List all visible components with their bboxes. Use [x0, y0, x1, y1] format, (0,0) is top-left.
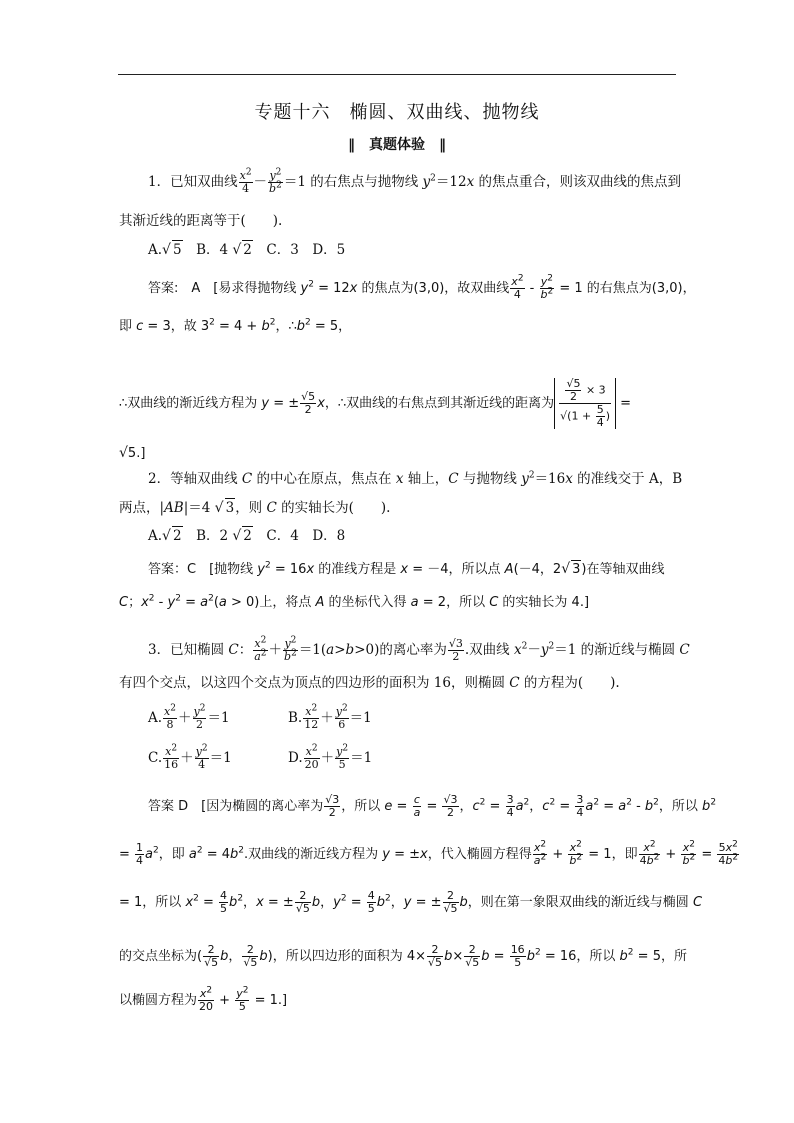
q3-answer-2: = $\frac{1}{4}$ $a^2$，即 $a^2 = 4b^2$.双曲线的渐近线方程为 y = ±x，代入椭圆方程得 $\frac{x^2}{a^2}$ + $\frac{x^2}{b^2}$ = 1，即 $\frac{x^2}{4b^2}$ + $\frac{x^2}{b^2}$ = $\frac{5x^2}{4b^2}$: [119, 839, 739, 867]
q1-answer-3: ∴双曲线的渐近线方程为 y = ± $\frac{√5}{2}$ x，∴双曲线的右焦点到其渐近线的距离为 $\frac{√5}{2}$ × 3 √(1 + $\frac{5}{4}$ ) =: [119, 377, 632, 429]
q2-answer-2: C；$x^2 - y^2 = a^2(a > 0)$上，将点 A 的坐标代入得 a = 2，所以 C 的实轴长为 4.]: [119, 593, 590, 610]
q1-line-2: 其渐近线的距离等于( ).: [119, 213, 283, 229]
q3-line-1: 3．已知椭圆 C： $\frac{x^2}{a^2}$ ＋ $\frac{y^2}{b^2}$ ＝1(a>b>0)的离心率为 $\frac{√3}{2}$ .双曲线 $x^2-y^2=1$ 的渐近线与椭圆 C: [148, 635, 690, 663]
page-title: 专题十六 椭圆、双曲线、抛物线: [254, 102, 540, 123]
q3-answer-4: 的交点坐标为( $\frac{2}{√5}$ b， $\frac{2}{√5}$ b)，所以四边形的面积为 4× $\frac{2}{√5}$ b× $\frac{2}{√5}$ b = $\frac{16}{5}$ $b^2 = 16$，所以 $b^2 = 5$，所: [119, 943, 687, 969]
q3-answer-5: 以椭圆方程为 $\frac{x^2}{20}$ + $\frac{y^2}{5}$ = 1.]: [119, 985, 288, 1013]
q1-answer-1: 答案: A [易求得抛物线 $y^2 = 12x$ 的焦点为(3,0)，故双曲线 $\frac{x^2}{4}$ - $\frac{y^2}{b^2}$ = 1 的右焦点为(3,0)，: [148, 273, 696, 301]
q3-choice-a: A. $\frac{x^2}{8}$ ＋ $\frac{y^2}{2}$ ＝1: [148, 703, 230, 731]
header-rule: [118, 74, 676, 75]
section-label: 真题体验: [369, 137, 425, 153]
q1-answer-4: √5.]: [119, 445, 146, 461]
q1-choices: A.√ 5 B．4 √ 2 C．3 D．5: [148, 242, 346, 258]
q1-line-1: 1．已知双曲线 $\frac{x^2}{4}$ － $\frac{y^2}{b^2}$ ＝1 的右焦点与抛物线 $y^2=12x$ 的焦点重合，则该双曲线的焦点到: [148, 167, 681, 195]
section-heading: ‖ 真题体验 ‖: [348, 137, 446, 153]
q3-choice-d: D. $\frac{x^2}{20}$ ＋ $\frac{y^2}{5}$ ＝1: [288, 743, 373, 771]
q2-choices: A.√ 2 B．2 √ 2 C．4 D．8: [148, 528, 346, 544]
q2-answer-1: 答案：C [抛物线 $y^2 = 16x$ 的准线方程是 x = －4，所以点 A(－4，2√ 3)在等轴双曲线: [148, 560, 665, 577]
q1-answer-2: 即 c = 3，故 $3^2 = 4 + b^2$，$\therefore b^2 = 5$，: [119, 317, 352, 334]
q3-choice-c: C. $\frac{x^2}{16}$ ＋ $\frac{y^2}{4}$ ＝1: [148, 743, 232, 771]
q2-line-1: 2．等轴双曲线 C 的中心在原点，焦点在 x 轴上，C 与抛物线 $y^2=16x$ 的准线交于 A，B: [148, 470, 683, 487]
q3-line-2: 有四个交点，以这四个交点为顶点的四边形的面积为 16，则椭圆 C 的方程为( ).: [119, 675, 620, 691]
q3-answer-1: 答案 D [因为椭圆的离心率为 $\frac{√3}{2}$ ，所以 e = $\frac{c}{a}$ = $\frac{√3}{2}$ ，$c^2$ = $\frac{3}{4}$ $a^2$，$c^2$ = $\frac{3}{4}$ $a^2 = a^2 - b^2$，所以 $b^2$: [148, 793, 717, 819]
q3-choice-b: B. $\frac{x^2}{12}$ ＋ $\frac{y^2}{6}$ ＝1: [288, 703, 372, 731]
q3-answer-3: = 1，所以 $x^2$ = $\frac{4}{5}$ $b^2$，x = ± $\frac{2}{√5}$ b，$y^2$ = $\frac{4}{5}$ $b^2$，y = ± $\frac{2}{√5}$ b，则在第一象限双曲线的渐近线与椭圆 C: [119, 889, 703, 915]
q2-line-2: 两点，|AB|＝4 √ 3，则 C 的实轴长为( ).: [119, 500, 391, 516]
